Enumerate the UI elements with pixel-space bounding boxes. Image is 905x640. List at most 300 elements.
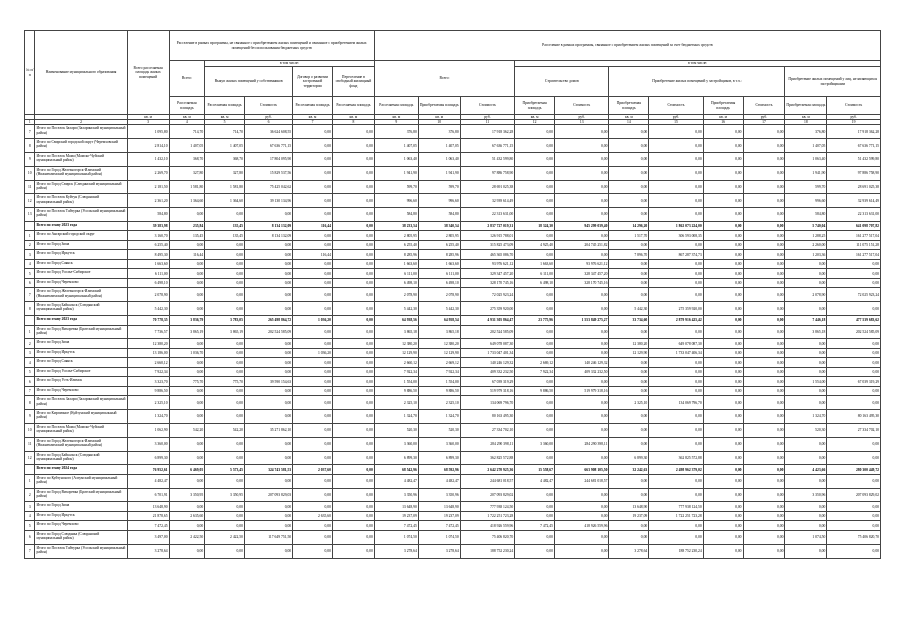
value-cell: 0,00 <box>515 139 555 153</box>
value-cell: 0,00 <box>609 259 649 269</box>
value-cell: 1 663,60 <box>374 259 418 269</box>
value-cell: 117 649 751,50 <box>244 530 292 544</box>
value-cell: 3 278,64 <box>127 544 169 558</box>
value-cell: 0,00 <box>554 410 608 424</box>
value-cell: 2 660,12 <box>374 358 418 368</box>
value-cell: 0,00 <box>649 288 703 302</box>
municipality-name: Итого по Город Черемхово <box>35 521 127 531</box>
value-cell: 0,00 <box>554 302 608 316</box>
value-cell: 775,70 <box>169 377 205 387</box>
value-cell: 5 442,30 <box>374 302 418 316</box>
unit-cell: кв. м <box>205 115 245 120</box>
value-cell: 0,00 <box>332 316 374 326</box>
value-cell: 1 095,80 <box>127 125 169 139</box>
table-row <box>25 377 881 387</box>
value-cell: 75 425 042,62 <box>244 180 292 194</box>
value-cell: 0,00 <box>703 502 743 512</box>
value-cell: 418 926 559,96 <box>460 521 514 531</box>
row-number: 3 <box>25 348 35 358</box>
value-cell: 0,00 <box>332 125 374 139</box>
municipality-name: Итого по Город Слюдянка (Слюдянский муниципальный район) <box>35 530 127 544</box>
value-cell: 584,80 <box>785 208 827 222</box>
value-cell: 0,00 <box>743 348 785 358</box>
value-cell: 3 865,18 <box>374 325 418 339</box>
value-cell: 67 039 319,29 <box>460 377 514 387</box>
value-cell: 0,00 <box>785 521 827 531</box>
value-cell: 0,00 <box>785 502 827 512</box>
column-number: 6 <box>244 120 292 125</box>
row-number: 2 <box>25 240 35 250</box>
table-row <box>25 511 881 521</box>
value-cell: 0,00 <box>293 153 333 167</box>
value-cell: 0,00 <box>293 521 333 531</box>
value-cell: 1 407,05 <box>785 139 827 153</box>
value-cell: 275 359 920,00 <box>460 302 514 316</box>
column-number: 18 <box>785 120 827 125</box>
value-cell: 0,00 <box>649 325 703 339</box>
row-number: 13 <box>25 208 35 222</box>
value-cell: 0,00 <box>649 358 703 368</box>
value-cell: 867 287 374,73 <box>649 250 703 260</box>
value-cell: 0,00 <box>609 377 649 387</box>
column-number: 11 <box>460 120 514 125</box>
value-cell: 2 642 270 925,36 <box>460 465 514 475</box>
header-pers-area: Приобретаемая площадь <box>785 97 827 115</box>
value-cell: 2 181,50 <box>127 180 169 194</box>
value-cell: 0,00 <box>293 288 333 302</box>
value-cell: 328 170 745,16 <box>460 278 514 288</box>
value-cell: 0,00 <box>169 278 205 288</box>
value-cell: 1 554,00 <box>418 377 460 387</box>
value-cell: 284 290 398,11 <box>554 437 608 451</box>
value-cell: 0,00 <box>703 386 743 396</box>
value-cell: 2 635,60 <box>293 511 333 521</box>
value-cell: 3 836,79 <box>169 316 205 326</box>
value-cell: 0,00 <box>703 488 743 502</box>
value-cell: 134 069 796,70 <box>649 396 703 410</box>
value-cell: 0,00 <box>293 259 333 269</box>
row-number: 3 <box>25 250 35 260</box>
value-cell: 0,00 <box>785 367 827 377</box>
value-cell: 0,00 <box>244 410 292 424</box>
value-cell: 0,00 <box>332 348 374 358</box>
value-cell: 0,00 <box>743 153 785 167</box>
header-purchase-persons: Приобретение жилых помещений у лиц, не являющихся застройщиками <box>785 67 881 97</box>
value-cell: 0,00 <box>293 278 333 288</box>
value-cell: 0,00 <box>332 288 374 302</box>
value-cell: 1 036,20 <box>293 316 333 326</box>
column-number: 19 <box>827 120 881 125</box>
value-cell: 0,00 <box>743 166 785 180</box>
header-total-a-area: Расселяемая площадь <box>169 97 205 115</box>
row-number: 11 <box>25 437 35 451</box>
value-cell: 306 593 008,35 <box>649 231 703 241</box>
value-cell: 0,00 <box>785 544 827 558</box>
table-row <box>25 180 881 194</box>
value-cell: 0,00 <box>743 451 785 465</box>
value-cell: 1 663,60 <box>418 259 460 269</box>
value-cell: 0,00 <box>703 348 743 358</box>
value-cell: 0,00 <box>743 269 785 279</box>
value-cell: 2 325,10 <box>127 396 169 410</box>
value-cell: 0,00 <box>554 231 608 241</box>
value-cell: 0,00 <box>293 180 333 194</box>
value-cell: 0,00 <box>785 339 827 349</box>
value-cell: 3 350,95 <box>205 488 245 502</box>
row-number <box>25 465 35 475</box>
value-cell: 0,00 <box>703 474 743 488</box>
value-cell: 0,00 <box>515 502 555 512</box>
value-cell: 6 498,10 <box>515 278 555 288</box>
value-cell: 1 407,05 <box>418 139 460 153</box>
value-cell: 1 036,20 <box>293 348 333 358</box>
municipality-name: Итого по Город Иркутск <box>35 250 127 260</box>
row-number: 1 <box>25 474 35 488</box>
value-cell: 3 360,00 <box>374 437 418 451</box>
row-number: 5 <box>25 367 35 377</box>
table-row <box>25 208 881 222</box>
row-number: 9 <box>25 410 35 424</box>
municipality-name: Всего по этапу 2023 года <box>35 316 127 326</box>
value-cell: 0,00 <box>609 358 649 368</box>
municipality-name: Итого по Город Зима <box>35 502 127 512</box>
value-cell: 465 365 086,70 <box>460 250 514 260</box>
value-cell: 2 260,00 <box>785 240 827 250</box>
value-cell: 3 278,64 <box>609 544 649 558</box>
value-cell: 0,00 <box>332 377 374 387</box>
value-cell: 0,00 <box>293 367 333 377</box>
column-number: 1 <box>25 120 35 125</box>
value-cell: 235,84 <box>169 221 205 231</box>
value-cell: 599,70 <box>418 180 460 194</box>
value-cell: 0,00 <box>827 348 881 358</box>
value-cell: 68 592,96 <box>418 465 460 475</box>
value-cell: 0,00 <box>827 521 881 531</box>
value-cell: 0,00 <box>554 139 608 153</box>
value-cell: 0,00 <box>332 194 374 208</box>
row-number <box>25 221 35 231</box>
value-cell: 0,00 <box>205 437 245 451</box>
municipality-name: Итого по Город Черемхово <box>35 386 127 396</box>
value-cell: 2 805,95 <box>418 231 460 241</box>
value-cell: 0,00 <box>293 325 333 339</box>
value-cell: 0,00 <box>515 180 555 194</box>
value-cell: 275 359 920,00 <box>649 302 703 316</box>
value-cell: 0,00 <box>515 325 555 339</box>
value-cell: 8 495,30 <box>127 250 169 260</box>
value-cell: 2 422,50 <box>205 530 245 544</box>
value-cell: 0,00 <box>244 396 292 410</box>
value-cell: 0,00 <box>785 451 827 465</box>
value-cell: 7 472,45 <box>374 521 418 531</box>
value-cell: 519 979 318,16 <box>460 386 514 396</box>
value-cell: 2 078,90 <box>127 288 169 302</box>
value-cell: 280 300 449,72 <box>827 465 881 475</box>
value-cell: 135,45 <box>205 221 245 231</box>
value-cell: 0,00 <box>293 339 333 349</box>
value-cell: 4 423,66 <box>785 465 827 475</box>
value-cell: 0,00 <box>169 302 205 316</box>
value-cell: 0,00 <box>609 410 649 424</box>
value-cell: 0,00 <box>703 544 743 558</box>
value-cell: 0,00 <box>169 208 205 222</box>
value-cell: 7 736,57 <box>127 325 169 339</box>
value-cell: 0,00 <box>293 125 333 139</box>
value-cell: 328 170 745,16 <box>554 278 608 288</box>
value-cell: 161 277 517,04 <box>827 231 881 241</box>
column-number: 5 <box>205 120 245 125</box>
value-cell: 0,00 <box>205 259 245 269</box>
value-cell: 0,00 <box>244 367 292 377</box>
row-number: 1 <box>25 231 35 241</box>
row-number: 8 <box>25 302 35 316</box>
value-cell: 12 380,20 <box>374 339 418 349</box>
value-cell: 0,00 <box>169 358 205 368</box>
value-cell: 5 442,30 <box>127 302 169 316</box>
value-cell: 362 825 572,88 <box>649 451 703 465</box>
value-cell: 5 442,30 <box>609 302 649 316</box>
value-cell: 0,00 <box>554 530 608 544</box>
value-cell: 32 939 614,49 <box>460 194 514 208</box>
value-cell: 0,00 <box>743 288 785 302</box>
municipality-name: Итого по Поселок Мама (Мамско-Чуйский муниципальный район) <box>35 153 127 167</box>
value-cell: 777 938 124,50 <box>649 502 703 512</box>
municipality-name: Итого по Город Свирск (Слюдянский муниципальный район) <box>35 180 127 194</box>
value-cell: 714,70 <box>205 125 245 139</box>
value-cell: 7 922,34 <box>515 367 555 377</box>
value-cell: 0,00 <box>332 358 374 368</box>
row-number: 7 <box>25 386 35 396</box>
municipality-name: Итого по Город Вихоревка (Братский муниципальный район) <box>35 325 127 339</box>
value-cell: 0,00 <box>703 278 743 288</box>
header-buyout-area: Расселяемая площадь <box>205 97 245 115</box>
value-cell: 0,00 <box>703 465 743 475</box>
value-cell: 33 734,60 <box>609 316 649 326</box>
value-cell: 0,00 <box>703 423 743 437</box>
value-cell: 3 350,96 <box>785 488 827 502</box>
value-cell: 714,70 <box>169 125 205 139</box>
row-number: 12 <box>25 451 35 465</box>
value-cell: 0,00 <box>244 269 292 279</box>
value-cell: 775,70 <box>205 377 245 387</box>
value-cell: 0,00 <box>743 259 785 269</box>
row-number: 9 <box>25 153 35 167</box>
unit-cell: кв. м <box>127 115 169 120</box>
value-cell: 6 899,30 <box>418 451 460 465</box>
value-cell: 0,00 <box>649 208 703 222</box>
value-cell: 0,00 <box>609 269 649 279</box>
value-cell: 0,00 <box>515 166 555 180</box>
value-cell: 72 025 923,24 <box>827 288 881 302</box>
row-number: 11 <box>25 180 35 194</box>
value-cell: 0,00 <box>244 288 292 302</box>
value-cell: 0,00 <box>827 386 881 396</box>
value-cell: 5 573,45 <box>205 465 245 475</box>
value-cell: 0,00 <box>293 194 333 208</box>
table-row <box>25 367 881 377</box>
value-cell: 0,00 <box>827 278 881 288</box>
value-cell: 0,00 <box>515 511 555 521</box>
value-cell: 2 669,12 <box>515 358 555 368</box>
value-cell: 520,30 <box>374 423 418 437</box>
value-cell: 0,00 <box>169 386 205 396</box>
value-cell: 0,00 <box>743 180 785 194</box>
municipality-name: Всего по этапу 2024 года <box>35 465 127 475</box>
table-row <box>25 325 881 339</box>
table-row <box>25 451 881 465</box>
value-cell: 0,00 <box>169 451 205 465</box>
value-cell: 6 255,40 <box>127 240 169 250</box>
table-row <box>25 530 881 544</box>
municipality-name: Итого по Куйтунского (Алзумский муниципальный район) <box>35 474 127 488</box>
row-number: 7 <box>25 544 35 558</box>
value-cell: 0,00 <box>649 521 703 531</box>
value-cell: 0,00 <box>743 358 785 368</box>
value-cell: 0,00 <box>293 437 333 451</box>
value-cell: 0,00 <box>205 278 245 288</box>
value-cell: 0,00 <box>649 423 703 437</box>
value-cell: 996,60 <box>374 194 418 208</box>
value-cell: 0,00 <box>649 377 703 387</box>
value-cell: 0,00 <box>743 208 785 222</box>
value-cell: 0,00 <box>609 208 649 222</box>
value-cell: 0,00 <box>827 544 881 558</box>
column-number: 4 <box>169 120 205 125</box>
value-cell: 0,00 <box>743 544 785 558</box>
value-cell: 0,00 <box>743 278 785 288</box>
value-cell: 188 752 230,24 <box>460 544 514 558</box>
value-cell: 0,00 <box>169 240 205 250</box>
value-cell: 7 472,45 <box>418 521 460 531</box>
value-cell: 1 324,70 <box>127 410 169 424</box>
value-cell: 135,45 <box>205 231 245 241</box>
value-cell: 0,00 <box>332 153 374 167</box>
value-cell: 0,00 <box>554 488 608 502</box>
value-cell: 97 886 758,90 <box>827 166 881 180</box>
value-cell: 0,00 <box>554 153 608 167</box>
value-cell: 0,00 <box>554 451 608 465</box>
value-cell: 64 938,56 <box>374 316 418 326</box>
value-cell: 327,80 <box>205 166 245 180</box>
value-cell: 0,00 <box>293 240 333 250</box>
value-cell: 161 277 517,04 <box>827 250 881 260</box>
value-cell: 4 482,47 <box>374 474 418 488</box>
municipality-name: Итого по Кирпичное (Куйтунский муниципальный район) <box>35 410 127 424</box>
value-cell: 0,00 <box>703 367 743 377</box>
row-number <box>25 316 35 326</box>
value-cell: 0,00 <box>244 278 292 288</box>
value-cell: 0,00 <box>515 544 555 558</box>
value-cell: 21 878,65 <box>127 511 169 521</box>
value-cell: 0,00 <box>649 153 703 167</box>
value-cell: 1 288,25 <box>785 231 827 241</box>
value-cell: 520,30 <box>418 423 460 437</box>
value-cell: 1 554,00 <box>785 377 827 387</box>
value-cell: 0,00 <box>244 250 292 260</box>
value-cell: 27 334 702,10 <box>827 423 881 437</box>
value-cell: 663 908 105,50 <box>554 465 608 475</box>
table-total-row <box>25 221 881 231</box>
municipality-name: Итого по Город Зима <box>35 240 127 250</box>
value-cell: 0,00 <box>785 348 827 358</box>
unit-cell: руб. <box>460 115 514 120</box>
value-cell: 0,00 <box>205 250 245 260</box>
row-number: 5 <box>25 521 35 531</box>
value-cell: 0,00 <box>649 386 703 396</box>
value-cell: 27 334 702,10 <box>460 423 514 437</box>
table-row <box>25 396 881 410</box>
value-cell: 0,00 <box>332 474 374 488</box>
value-cell: 0,00 <box>743 511 785 521</box>
header-comm-area: Приобретаемая площадь <box>703 97 743 115</box>
value-cell: 0,00 <box>649 488 703 502</box>
value-cell: 1 553 849 275,27 <box>554 316 608 326</box>
value-cell: 0,00 <box>515 231 555 241</box>
value-cell: 13 648,90 <box>127 502 169 512</box>
header-comm-cost: Стоимость <box>743 97 785 115</box>
value-cell: 0,00 <box>293 302 333 316</box>
value-cell: 0,00 <box>554 208 608 222</box>
value-cell: 38 340,54 <box>418 221 460 231</box>
value-cell: 3 360,00 <box>515 437 555 451</box>
value-cell: 2 325,10 <box>374 396 418 410</box>
header-built-area: Приобретаемая площадь <box>609 97 649 115</box>
value-cell: 0,00 <box>827 451 881 465</box>
unit-cell: руб. <box>554 115 608 120</box>
table-row <box>25 125 881 139</box>
table-row <box>25 423 881 437</box>
header-construction: Строительство домов <box>515 67 609 97</box>
value-cell: 0,00 <box>649 139 703 153</box>
value-cell: 0,00 <box>554 288 608 302</box>
value-cell: 32 939 614,49 <box>827 194 881 208</box>
value-cell: 0,00 <box>515 339 555 349</box>
value-cell: 1 074,50 <box>418 530 460 544</box>
value-cell: 0,00 <box>169 437 205 451</box>
value-cell: 0,00 <box>554 325 608 339</box>
header-name: Наименование муниципального образования <box>35 31 127 115</box>
value-cell: 0,00 <box>205 358 245 368</box>
value-cell: 0,00 <box>703 410 743 424</box>
value-cell: 19 237,09 <box>374 511 418 521</box>
value-cell: 116,44 <box>293 221 333 231</box>
value-cell: 0,00 <box>609 437 649 451</box>
value-cell: 0,00 <box>332 437 374 451</box>
value-cell: 0,00 <box>515 423 555 437</box>
value-cell: 0,00 <box>169 269 205 279</box>
value-cell: 0,00 <box>332 208 374 222</box>
value-cell: 13 648,90 <box>609 502 649 512</box>
value-cell: 0,00 <box>205 474 245 488</box>
value-cell: 0,00 <box>703 250 743 260</box>
header-dev-area: Расселяемая площадь <box>293 97 333 115</box>
value-cell: 12 129,90 <box>609 348 649 358</box>
value-cell: 6 899,30 <box>127 451 169 465</box>
value-cell: 0,00 <box>785 474 827 488</box>
value-cell: 0,00 <box>205 208 245 222</box>
value-cell: 0,00 <box>205 396 245 410</box>
value-cell: 0,00 <box>293 451 333 465</box>
value-cell: 0,00 <box>332 396 374 410</box>
value-cell: 477 539 683,62 <box>827 316 881 326</box>
value-cell: 0,00 <box>609 530 649 544</box>
table-row <box>25 240 881 250</box>
municipality-name: Итого по Город Саянск <box>35 259 127 269</box>
value-cell: 0,00 <box>609 139 649 153</box>
value-cell: 2 078,90 <box>418 288 460 302</box>
value-cell: 5 442,30 <box>418 302 460 316</box>
table-row <box>25 339 881 349</box>
